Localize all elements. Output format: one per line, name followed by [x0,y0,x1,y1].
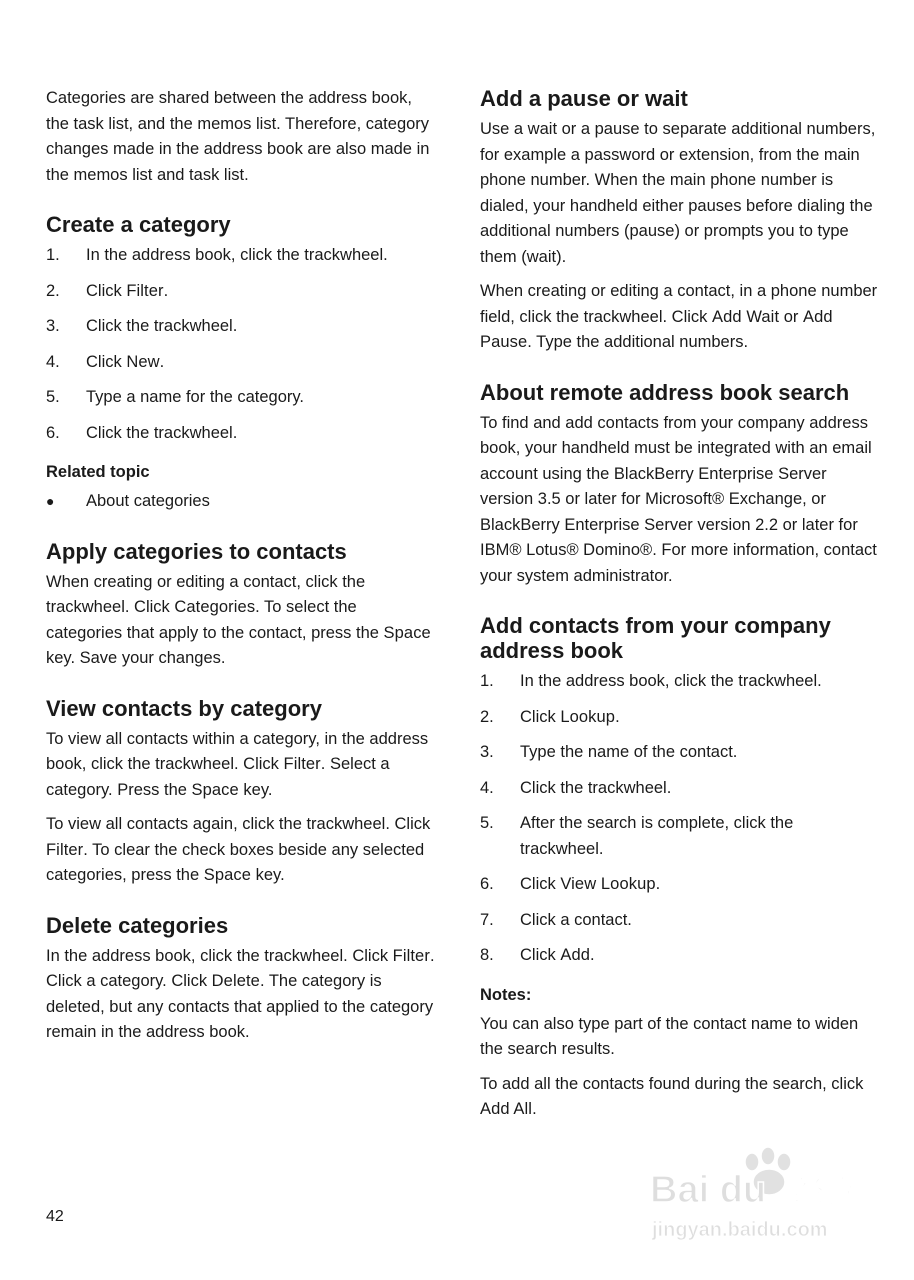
ui-term: Categories [174,598,256,616]
ui-term: New [126,352,160,371]
bullet-icon: ● [46,493,55,509]
pause-wait-paragraph-2: When creating or editing a contact, in a phone number field, click the trackwheel. Click Add Wait or Add Pause. Type the additional numbers. [480,282,878,351]
ui-term: Space [191,780,239,799]
list-item: 4. Click New. [46,352,165,371]
delete-categories-paragraph: In the address book, click the trackwheel. Click Filter. Click a category. Click Delete. The category is deleted, but any contacts that applied to the category remain in the address book. [46,946,435,1041]
list-item: 3. Click the trackwheel. [46,317,238,335]
note-1: You can also type part of the contact name to widen the search results. [480,1014,859,1058]
view-contacts-paragraph-2: To view all contacts again, click the trackwheel. Click Filter. To clear the check boxes beside any selected categories, press the Space key. [46,815,431,884]
list-item: 1. In the address book, click the trackwheel. [480,672,822,690]
related-topic-heading: Related topic [46,463,150,481]
ui-term: Space [203,866,252,884]
baidu-watermark-logo [642,1140,882,1250]
list-item: 6. Click View Lookup. [480,875,661,893]
intro-paragraph: Categories are shared between the address book, the task list, and the memos list. Therefore, category changes made in the address book are also made in the memos list and task list. [46,89,430,184]
ui-term: Space [383,623,431,642]
company-contacts-heading: Add contacts from your company address book [480,613,831,663]
apply-categories-paragraph: When creating or editing a contact, click the trackwheel. Click Categories. To select the categories that apply to the contact, press the Space key. Save your changes. [46,572,431,667]
list-item: 5. After the search is complete, click the trackwheel. [480,814,794,858]
view-contacts-heading: View contacts by category [46,695,322,721]
list-item: 3. Type the name of the contact. [480,743,738,761]
ui-term: Filter [392,946,430,965]
related-topic-list [46,489,436,515]
ui-term: View Lookup [560,875,656,893]
ui-term: Add [560,946,591,964]
list-item: 8. Click Add. [480,946,595,964]
related-topic-link[interactable]: ● About categories [46,489,436,515]
ui-term: Add Wait [712,307,780,326]
pause-wait-heading: Add a pause or wait [480,86,688,111]
create-category-heading: Create a category [46,212,231,237]
list-item: 6. Click the trackwheel. [46,423,238,442]
ui-term: Filter [126,281,164,300]
list-item: 5. Type a name for the category. [46,388,304,406]
pause-wait-paragraph-1: Use a wait or a pause to separate additional numbers, for example a password or extension, from the main phone number. When the main phone number is dialed, your handheld either pauses before dialing the additional numbers (pause) or prompts you to type them (wait). [480,120,876,266]
list-item: 7. Click a contact. [480,910,632,929]
remote-search-heading: About remote address book search [480,379,850,405]
watermark-brand: Bai du [650,1169,767,1211]
list-item: 2. Click Filter. [46,281,169,300]
left-column [46,86,436,1055]
company-contacts-steps [480,669,880,969]
paw-toe-icon [761,1147,775,1165]
page-number: 42 [46,1208,64,1225]
ui-term: Filter [46,840,84,859]
apply-categories-heading: Apply categories to contacts [46,538,347,564]
list-item: 1. In the address book, click the trackwheel. [46,246,388,264]
note-2: To add all the contacts found during the search, click Add All. [480,1074,864,1118]
delete-categories-heading: Delete categories [46,912,229,938]
ui-term: Lookup [560,707,616,726]
watermark-url: jingyan.baidu.com [652,1219,828,1241]
create-category-steps [46,243,436,446]
view-contacts-paragraph-1: To view all contacts within a category, in the address book, click the trackwheel. Click Filter. Select a category. Press the Space key. [46,729,429,799]
ui-term: Delete [211,972,260,990]
watermark-cn: 经验 [794,1175,854,1210]
ui-term: Add Pause [480,307,833,351]
right-column [480,86,880,1132]
notes-heading: Notes: [480,985,532,1004]
list-item: 4. Click the trackwheel. [480,778,672,797]
ui-term: Filter [283,755,321,773]
list-item: 2. Click Lookup. [480,707,620,726]
ui-term: Add All [480,1100,533,1118]
remote-search-paragraph: To find and add contacts from your company address book, your handheld must be integrated with an email account using the BlackBerry Enterprise Server version 3.5 or later for Microsoft® Exchange, or BlackBerry Enterprise Server version 2.2 or later for IBM® Lotus® Domino®. For more information, contact your system administrator. [480,413,877,585]
paw-toe-icon [777,1153,791,1171]
